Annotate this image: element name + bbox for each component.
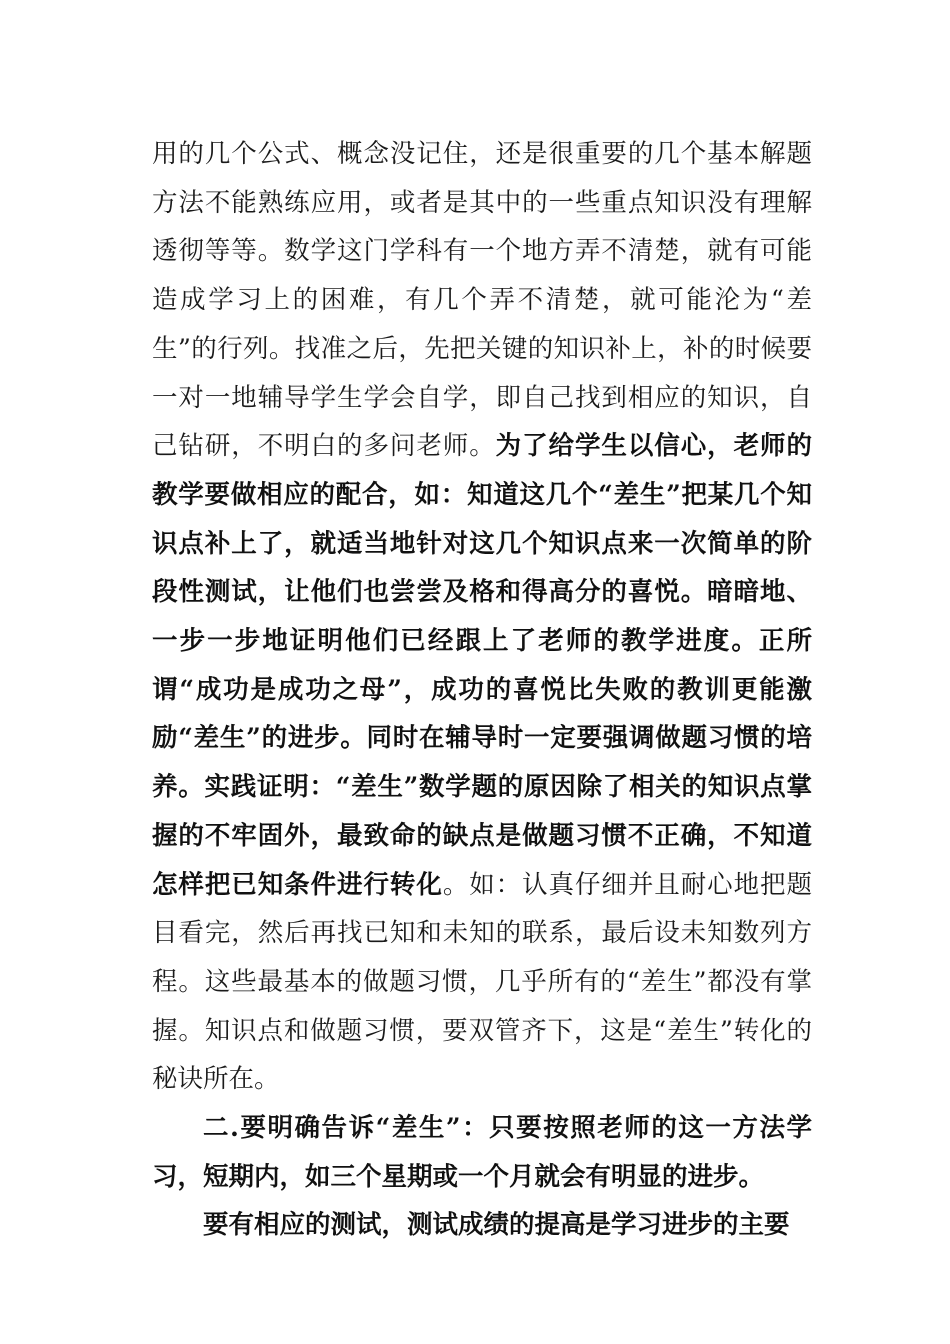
paragraph-1 bbox=[152, 130, 812, 1104]
body-text bbox=[152, 130, 812, 1250]
paragraph-1-text: 用的几个公式、概念没记住，还是很重要的几个基本解题方法不能熟练应用，或者是其中的一些重点知识没有理解透彻等等。数学这门学科有一个地方弄不清楚，就有可能造成学习上的困难，有几个弄不清楚，就可能沦为“差生”的行列。找准之后，先把关键的知识补上，补的时候要一对一地辅导学生学会自学，即自己找到相应的知识，自己钻研，不明白的多问老师。 bbox=[152, 139, 812, 462]
paragraph-2: 二.要明确告诉“差生”：只要按照老师的这一方法学习，短期内，如三个星期或一个月就会有明显的进步。 bbox=[152, 1113, 812, 1192]
paragraph-1-bold-text: 为了给学生以信心，老师的教学要做相应的配合，如：知道这几个“差生”把某几个知识点补上了，就适当地针对这几个知识点来一次简单的阶段性测试，让他们也尝尝及格和得高分的喜悦。暗暗地、一步一步地证明他们已经跟上了老师的教学进度。正所谓“成功是成功之母”，成功的喜悦比失败的教训更能激励“差生”的进步。同时在辅导时一定要强调做题习惯的培养。实践证明：“差生”数学题的原因除了相关的知识点掌握的不牢固外，最致命的缺点是做题习惯不正确，不知道怎样把已知条件进行转化 bbox=[152, 431, 812, 900]
paragraph-1-text-end: 。如：认真仔细并且耐心地把题目看完，然后再找已知和未知的联系，最后设未知数列方程。这些最基本的做题习惯，几乎所有的“差生”都没有掌握。知识点和做题习惯，要双管齐下，这是“差生”转化的秘诀所在。 bbox=[152, 869, 812, 1095]
paragraph-3: 要有相应的测试，测试成绩的提高是学习进步的主要 bbox=[203, 1210, 790, 1241]
